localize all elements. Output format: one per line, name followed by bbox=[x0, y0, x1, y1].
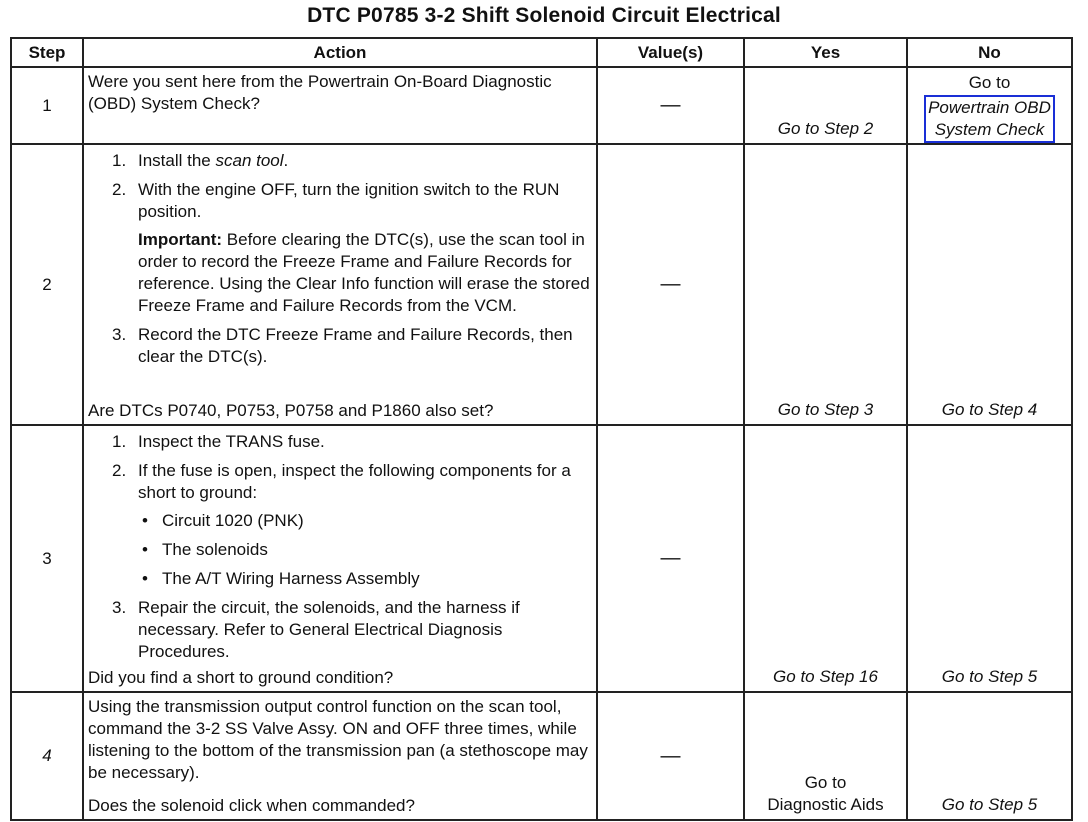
no-cell bbox=[907, 67, 1072, 144]
yes-goto[interactable]: Go to Step 3 bbox=[777, 400, 874, 419]
table-row bbox=[11, 144, 1072, 425]
component-list bbox=[138, 510, 592, 590]
header-values: Value(s) bbox=[597, 38, 744, 67]
yes-goto[interactable] bbox=[745, 772, 906, 816]
yes-cell bbox=[744, 692, 907, 820]
action-text: Were you sent here from the Powertrain On-Board Diagnostic (OBD) System Check? bbox=[88, 72, 552, 113]
important-note bbox=[138, 229, 592, 317]
yes-cell bbox=[744, 425, 907, 692]
no-cell bbox=[907, 425, 1072, 692]
list-item bbox=[88, 324, 592, 368]
item-number: 2. bbox=[112, 180, 127, 199]
item-text: With the engine OFF, turn the ignition switch to the RUN position. bbox=[138, 180, 560, 221]
item-text: Record the DTC Freeze Frame and Failure Records, then clear the DTC(s). bbox=[138, 325, 573, 366]
bullet: • bbox=[142, 511, 148, 530]
step-number: 4 bbox=[11, 692, 83, 820]
powertrain-obd-link[interactable] bbox=[924, 95, 1055, 143]
action-cell bbox=[83, 425, 597, 692]
question-text: Are DTCs P0740, P0753, P0758 and P1860 also set? bbox=[88, 401, 494, 420]
list-item bbox=[138, 510, 592, 532]
item-emphasis: scan tool bbox=[215, 151, 284, 170]
yes-goto[interactable]: Go to Step 2 bbox=[777, 119, 874, 138]
step-number: 1 bbox=[11, 67, 83, 144]
action-cell bbox=[83, 144, 597, 425]
list-item bbox=[88, 431, 592, 453]
item-text: Install the bbox=[138, 151, 216, 170]
bullet: • bbox=[142, 569, 148, 588]
action-cell bbox=[83, 692, 597, 820]
list-item bbox=[88, 597, 592, 663]
no-goto-prefix: Go to bbox=[968, 73, 1011, 92]
item-number: 3. bbox=[112, 325, 127, 344]
yes-goto-line-1: Go to bbox=[804, 773, 847, 792]
list-item bbox=[138, 539, 592, 561]
no-goto[interactable]: Go to Step 5 bbox=[941, 795, 1038, 814]
bullet-text: The A/T Wiring Harness Assembly bbox=[162, 569, 420, 588]
bullet-text: The solenoids bbox=[162, 540, 268, 559]
step-number: 2 bbox=[11, 144, 83, 425]
item-text: Repair the circuit, the solenoids, and the harness if necessary. Refer to General Electrical Diagnosis Procedures. bbox=[138, 598, 520, 661]
link-line-1: Powertrain OBD bbox=[928, 98, 1051, 117]
no-goto[interactable]: Go to Step 5 bbox=[941, 667, 1038, 686]
item-number: 1. bbox=[112, 432, 127, 451]
value-cell: — bbox=[597, 425, 744, 692]
action-text: Using the transmission output control function on the scan tool, command the 3-2 SS Valve Assy. ON and OFF three times, while listening to the bottom of the transmission pan (a stethoscope may be necessary). bbox=[88, 697, 588, 782]
list-item bbox=[88, 460, 592, 590]
link-line-2: System Check bbox=[934, 120, 1045, 139]
yes-goto[interactable]: Go to Step 16 bbox=[773, 667, 878, 686]
question-text: Did you find a short to ground condition? bbox=[88, 668, 394, 687]
item-text: Inspect the TRANS fuse. bbox=[138, 432, 325, 451]
yes-cell bbox=[744, 67, 907, 144]
no-goto[interactable]: Go to Step 4 bbox=[941, 400, 1038, 419]
page-title: DTC P0785 3-2 Shift Solenoid Circuit Electrical bbox=[307, 4, 781, 27]
bullet-text: Circuit 1020 (PNK) bbox=[162, 511, 304, 530]
header-yes: Yes bbox=[744, 38, 907, 67]
list-item bbox=[88, 179, 592, 317]
important-label: Important: bbox=[138, 230, 223, 249]
step-number: 3 bbox=[11, 425, 83, 692]
diagnostic-table bbox=[10, 37, 1073, 821]
list-item bbox=[138, 568, 592, 590]
bullet: • bbox=[142, 540, 148, 559]
item-number: 3. bbox=[112, 598, 127, 617]
item-text-end: . bbox=[283, 151, 289, 170]
value-cell: — bbox=[597, 67, 744, 144]
header-step: Step bbox=[11, 38, 83, 67]
value-cell: — bbox=[597, 144, 744, 425]
item-text: If the fuse is open, inspect the following components for a short to ground: bbox=[138, 461, 571, 502]
important-text: Before clearing the DTC(s), use the scan tool in order to record the Freeze Frame and Failure Records for reference. Using the Clear Info function will erase the stored Freeze Frame and Failure Records from the VCM. bbox=[138, 230, 590, 315]
yes-cell bbox=[744, 144, 907, 425]
question-text: Does the solenoid click when commanded? bbox=[88, 796, 415, 815]
table-row bbox=[11, 692, 1072, 820]
table-row bbox=[11, 425, 1072, 692]
no-cell bbox=[907, 692, 1072, 820]
item-number: 1. bbox=[112, 151, 127, 170]
table-row bbox=[11, 67, 1072, 144]
yes-goto-line-2: Diagnostic Aids bbox=[767, 795, 884, 814]
header-no: No bbox=[907, 38, 1072, 67]
no-cell bbox=[907, 144, 1072, 425]
table-header-row bbox=[11, 38, 1072, 67]
value-cell: — bbox=[597, 692, 744, 820]
item-number: 2. bbox=[112, 461, 127, 480]
action-cell bbox=[83, 67, 597, 144]
header-action: Action bbox=[83, 38, 597, 67]
list-item bbox=[88, 150, 592, 172]
